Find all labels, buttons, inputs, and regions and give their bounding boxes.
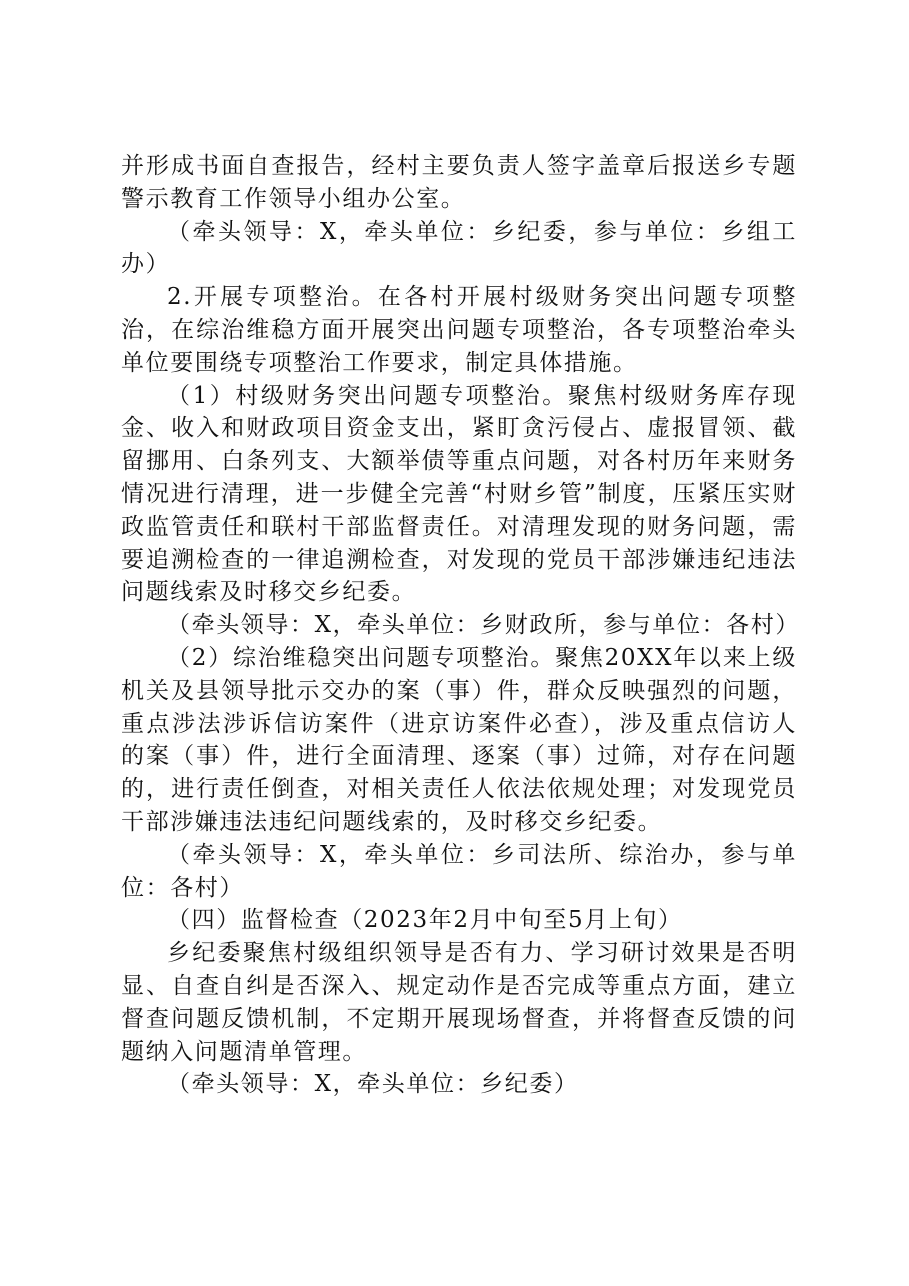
section-heading-supervision: （四）监督检查（2023年2月中旬至5月上旬） [167, 907, 683, 934]
paragraph-special-rectification: 2.开展专项整治。在各村开展村级财务突出问题专项整治，在综治维稳方面开展突出问题专项整治，各专项整治牵头单位要围绕专项整治工作要求，制定具体措施。 [121, 284, 797, 376]
paragraph-lead-note-1: （牵头领导：X，牵头单位：乡纪委，参与单位：乡组工办） [121, 218, 797, 278]
paragraph-village-finance: （1）村级财务突出问题专项整治。聚焦村级财务库存现金、收入和财政项目资金支出，紧盯贪污侵占、虚报冒领、截留挪用、白条列支、大额举债等重点问题，对各村历年来财务情况进行清理，进一步健全完善“村财乡管”制度，压紧压实财政监管责任和联村干部监督责任。对清理发现的财务问题，需要追溯检查的一律追溯检查，对发现的党员干部涉嫌违纪违法问题线索及时移交乡纪委。 [121, 382, 797, 606]
paragraph-report-continuation: 并形成书面自查报告，经村主要负责人签字盖章后报送乡专题警示教育工作领导小组办公室。 [121, 153, 797, 212]
paragraph-supervision: 乡纪委聚焦村级组织领导是否有力、学习研讨效果是否明显、自查自纠是否深入、规定动作是否完成等重点方面，建立督查问题反馈机制，不定期开展现场督查，并将督查反馈的问题纳入问题清单管理。 [121, 940, 797, 1065]
paragraph-lead-note-2: （牵头领导：X，牵头单位：乡财政所，参与单位：各村） [167, 612, 800, 639]
document-body [121, 150, 800, 1101]
paragraph-lead-note-3: （牵头领导：X，牵头单位：乡司法所、综治办，参与单位：各村） [121, 841, 797, 901]
paragraph-stability: （2）综治维稳突出问题专项整治。聚焦20XX年以来上级机关及县领导批示交办的案（事）件，群众反映强烈的问题，重点涉法涉诉信访案件（进京访案件必查），涉及重点信访人的案（事）件，进行全面清理、逐案（事）过筛，对存在问题的，进行责任倒查，对相关责任人依法依规处理；对发现党员干部涉嫌违法违纪问题线索的，及时移交乡纪委。 [121, 644, 797, 835]
paragraph-lead-note-4: （牵头领导：X，牵头单位：乡纪委） [167, 1071, 579, 1098]
